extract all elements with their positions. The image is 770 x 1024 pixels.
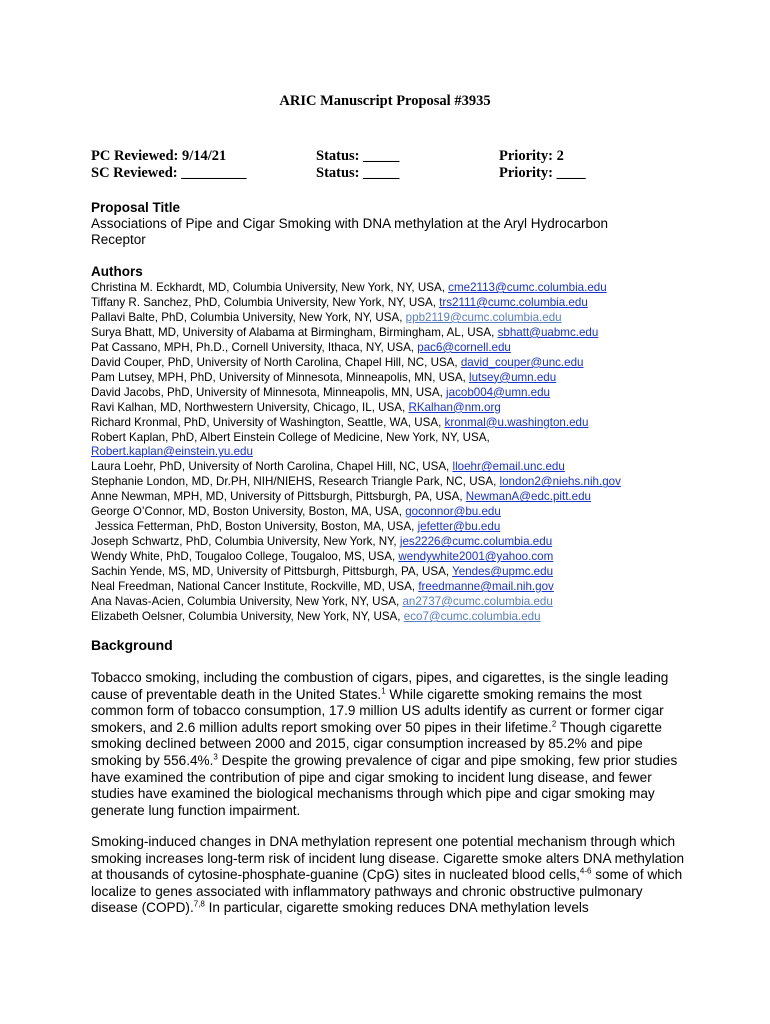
document-title: ARIC Manuscript Proposal #3935 <box>279 93 491 109</box>
email-link[interactable]: Yendes@upmc.edu <box>452 565 554 579</box>
author-item: Jessica Fetterman, PhD, Boston University, Boston, MA, USA, jefetter@bu.edu <box>95 520 501 534</box>
authors-heading: Authors <box>91 264 143 279</box>
author-item: Anne Newman, MPH, MD, University of Pittsburgh, Pittsburgh, PA, USA, NewmanA@edc.pitt.edu <box>91 490 591 504</box>
pc-reviewed: PC Reviewed: 9/14/21 <box>91 148 227 164</box>
sc-reviewed: SC Reviewed: _________ <box>91 165 247 181</box>
priority-pc: Priority: 2 <box>499 148 564 164</box>
email-link[interactable]: david_couper@unc.edu <box>460 355 584 369</box>
email-link[interactable]: goconnor@bu.edu <box>405 505 501 519</box>
author-item: Laura Loehr, PhD, University of North Carolina, Chapel Hill, NC, USA, lloehr@email.unc.edu <box>91 460 565 474</box>
citation: 1 <box>381 686 386 696</box>
background-paragraph-2: Smoking-induced changes in DNA methylation represent one potential mechanism through which smoking increases long-term risk of incident lung disease. Cigarette smoke alters DNA methylation at thousands of cytosine-phosphate-guanine (CpG) sites in nucleated blood cells,$^{4-6}$ some of which localize to genes associated with inflammatory pathways and chronic obstructive pulmonary disease (COPD).$^{7,8}$ In particular, cigarette smoking reduces DNA methylation levels <box>91 834 685 916</box>
email-link[interactable]: freedmanne@mail.nih.gov <box>418 580 554 594</box>
proposal-title-line: Receptor <box>91 232 146 247</box>
email-link[interactable]: london2@niehs.nih.gov <box>499 475 621 489</box>
email-link[interactable]: an2737@cumc.columbia.edu <box>402 595 553 609</box>
email-link[interactable]: cme2113@cumc.columbia.edu <box>448 281 607 294</box>
background-heading: Background <box>91 637 173 653</box>
priority-sc: Priority: ____ <box>499 165 586 181</box>
author-item: David Couper, PhD, University of North Carolina, Chapel Hill, NC, USA, david_couper@unc.edu <box>91 355 584 369</box>
email-link[interactable]: NewmanA@edc.pitt.edu <box>465 490 591 504</box>
email-link[interactable]: kronmal@u.washington.edu <box>444 415 589 429</box>
author-item: David Jacobs, PhD, University of Minnesota, Minneapolis, MN, USA, jacob004@umn.edu <box>91 385 550 399</box>
author-item <box>91 445 731 460</box>
status-sc: Status: _____ <box>316 165 400 181</box>
email-link[interactable]: ppb2119@cumc.columbia.edu <box>405 310 562 324</box>
author-item: Richard Kronmal, PhD, University of Washington, Seattle, WA, USA, kronmal@u.washington.edu <box>91 415 589 429</box>
author-item: Sachin Yende, MS, MD, University of Pittsburgh, Pittsburgh, PA, USA, Yendes@upmc.edu <box>91 565 554 579</box>
background-paragraph-1: Tobacco smoking, including the combustion of cigars, pipes, and cigarettes, is the single leading cause of preventable death in the United States.$^1$ While cigarette smoking remains the most common form of tobacco consumption, 17.9 million US adults identify as current or former cigar smokers, and 2.6 million adults report smoking over 50 pipes in their lifetime.$^2$ Though cigarette smoking declined between 2000 and 2015, cigar consumption increased by 85.2% and pipe smoking by 556.4%.$^3$ Despite the growing prevalence of cigar and pipe smoking, few prior studies have examined the contribution of pipe and cigar smoking to incident lung disease, and fewer studies have examined the biological mechanisms through which pipe and cigar smoking may generate lung function impairment. <box>91 670 678 818</box>
citation: 3 <box>213 752 218 762</box>
author-item: Robert Kaplan, PhD, Albert Einstein College of Medicine, New York, NY, USA, <box>91 430 490 444</box>
author-item: Pam Lutsey, MPH, PhD, University of Minnesota, Minneapolis, MN, USA, lutsey@umn.edu <box>91 370 557 384</box>
email-link[interactable]: eco7@cumc.columbia.edu <box>403 609 541 623</box>
email-link[interactable]: wendywhite2001@yahoo.com <box>398 550 554 564</box>
email-link[interactable]: jefetter@bu.edu <box>417 520 501 534</box>
citation: 2 <box>551 719 557 729</box>
author-item: Pallavi Balte, PhD, Columbia University, New York, NY, USA, ppb2119@cumc.columbia.edu <box>91 310 562 324</box>
proposal-title-line: Associations of Pipe and Cigar Smoking with DNA methylation at the Aryl Hydrocarbon <box>91 216 609 231</box>
email-link[interactable]: RKalhan@nm.org <box>408 400 501 414</box>
author-item: Ravi Kalhan, MD, Northwestern University, Chicago, IL, USA, RKalhan@nm.org <box>91 400 501 414</box>
author-item: Stephanie London, MD, Dr.PH, NIH/NIEHS, Research Triangle Park, NC, USA, london2@niehs.nih.gov <box>91 475 621 489</box>
author-list <box>91 281 731 625</box>
email-link[interactable]: lloehr@email.unc.edu <box>452 460 565 474</box>
author-item: Wendy White, PhD, Tougaloo College, Tougaloo, MS, USA, wendywhite2001@yahoo.com <box>91 550 554 564</box>
email-link[interactable]: Robert.kaplan@einstein.yu.edu <box>91 445 253 459</box>
author-item: Christina M. Eckhardt, MD, Columbia University, New York, NY, USA, cme2113@cumc.columbia.edu <box>91 281 607 294</box>
author-item: Ana Navas-Acien, Columbia University, New York, NY, USA, an2737@cumc.columbia.edu <box>91 595 553 609</box>
author-item: Pat Cassano, MPH, Ph.D., Cornell University, Ithaca, NY, USA, pac6@cornell.edu <box>91 340 511 354</box>
email-link[interactable]: lutsey@umn.edu <box>469 370 557 384</box>
author-item: Neal Freedman, National Cancer Institute, Rockville, MD, USA, freedmanne@mail.nih.gov <box>91 580 554 594</box>
citation: 7,8 <box>193 899 205 909</box>
author-item: Joseph Schwartz, PhD, Columbia University, New York, NY, jes2226@cumc.columbia.edu <box>91 535 553 549</box>
proposal-title-heading: Proposal Title <box>91 200 181 215</box>
author-item: Surya Bhatt, MD, University of Alabama at Birmingham, Birmingham, AL, USA, sbhatt@uabmc.edu <box>91 325 599 339</box>
email-link[interactable]: sbhatt@uabmc.edu <box>497 325 599 339</box>
status-pc: Status: _____ <box>316 148 400 164</box>
proposal-title-text <box>91 216 691 248</box>
email-link[interactable]: jacob004@umn.edu <box>446 385 550 399</box>
author-item: Elizabeth Oelsner, Columbia University, New York, NY, USA, eco7@cumc.columbia.edu <box>91 609 541 623</box>
email-link[interactable]: pac6@cornell.edu <box>417 340 511 354</box>
email-link[interactable]: jes2226@cumc.columbia.edu <box>399 535 553 549</box>
citation: 4-6 <box>579 866 592 876</box>
author-item: George O’Connor, MD, Boston University, Boston, MA, USA, goconnor@bu.edu <box>91 505 501 519</box>
email-link[interactable]: trs2111@cumc.columbia.edu <box>439 295 588 309</box>
author-item: Tiffany R. Sanchez, PhD, Columbia University, New York, NY, USA, trs2111@cumc.columbia.edu <box>91 295 588 309</box>
